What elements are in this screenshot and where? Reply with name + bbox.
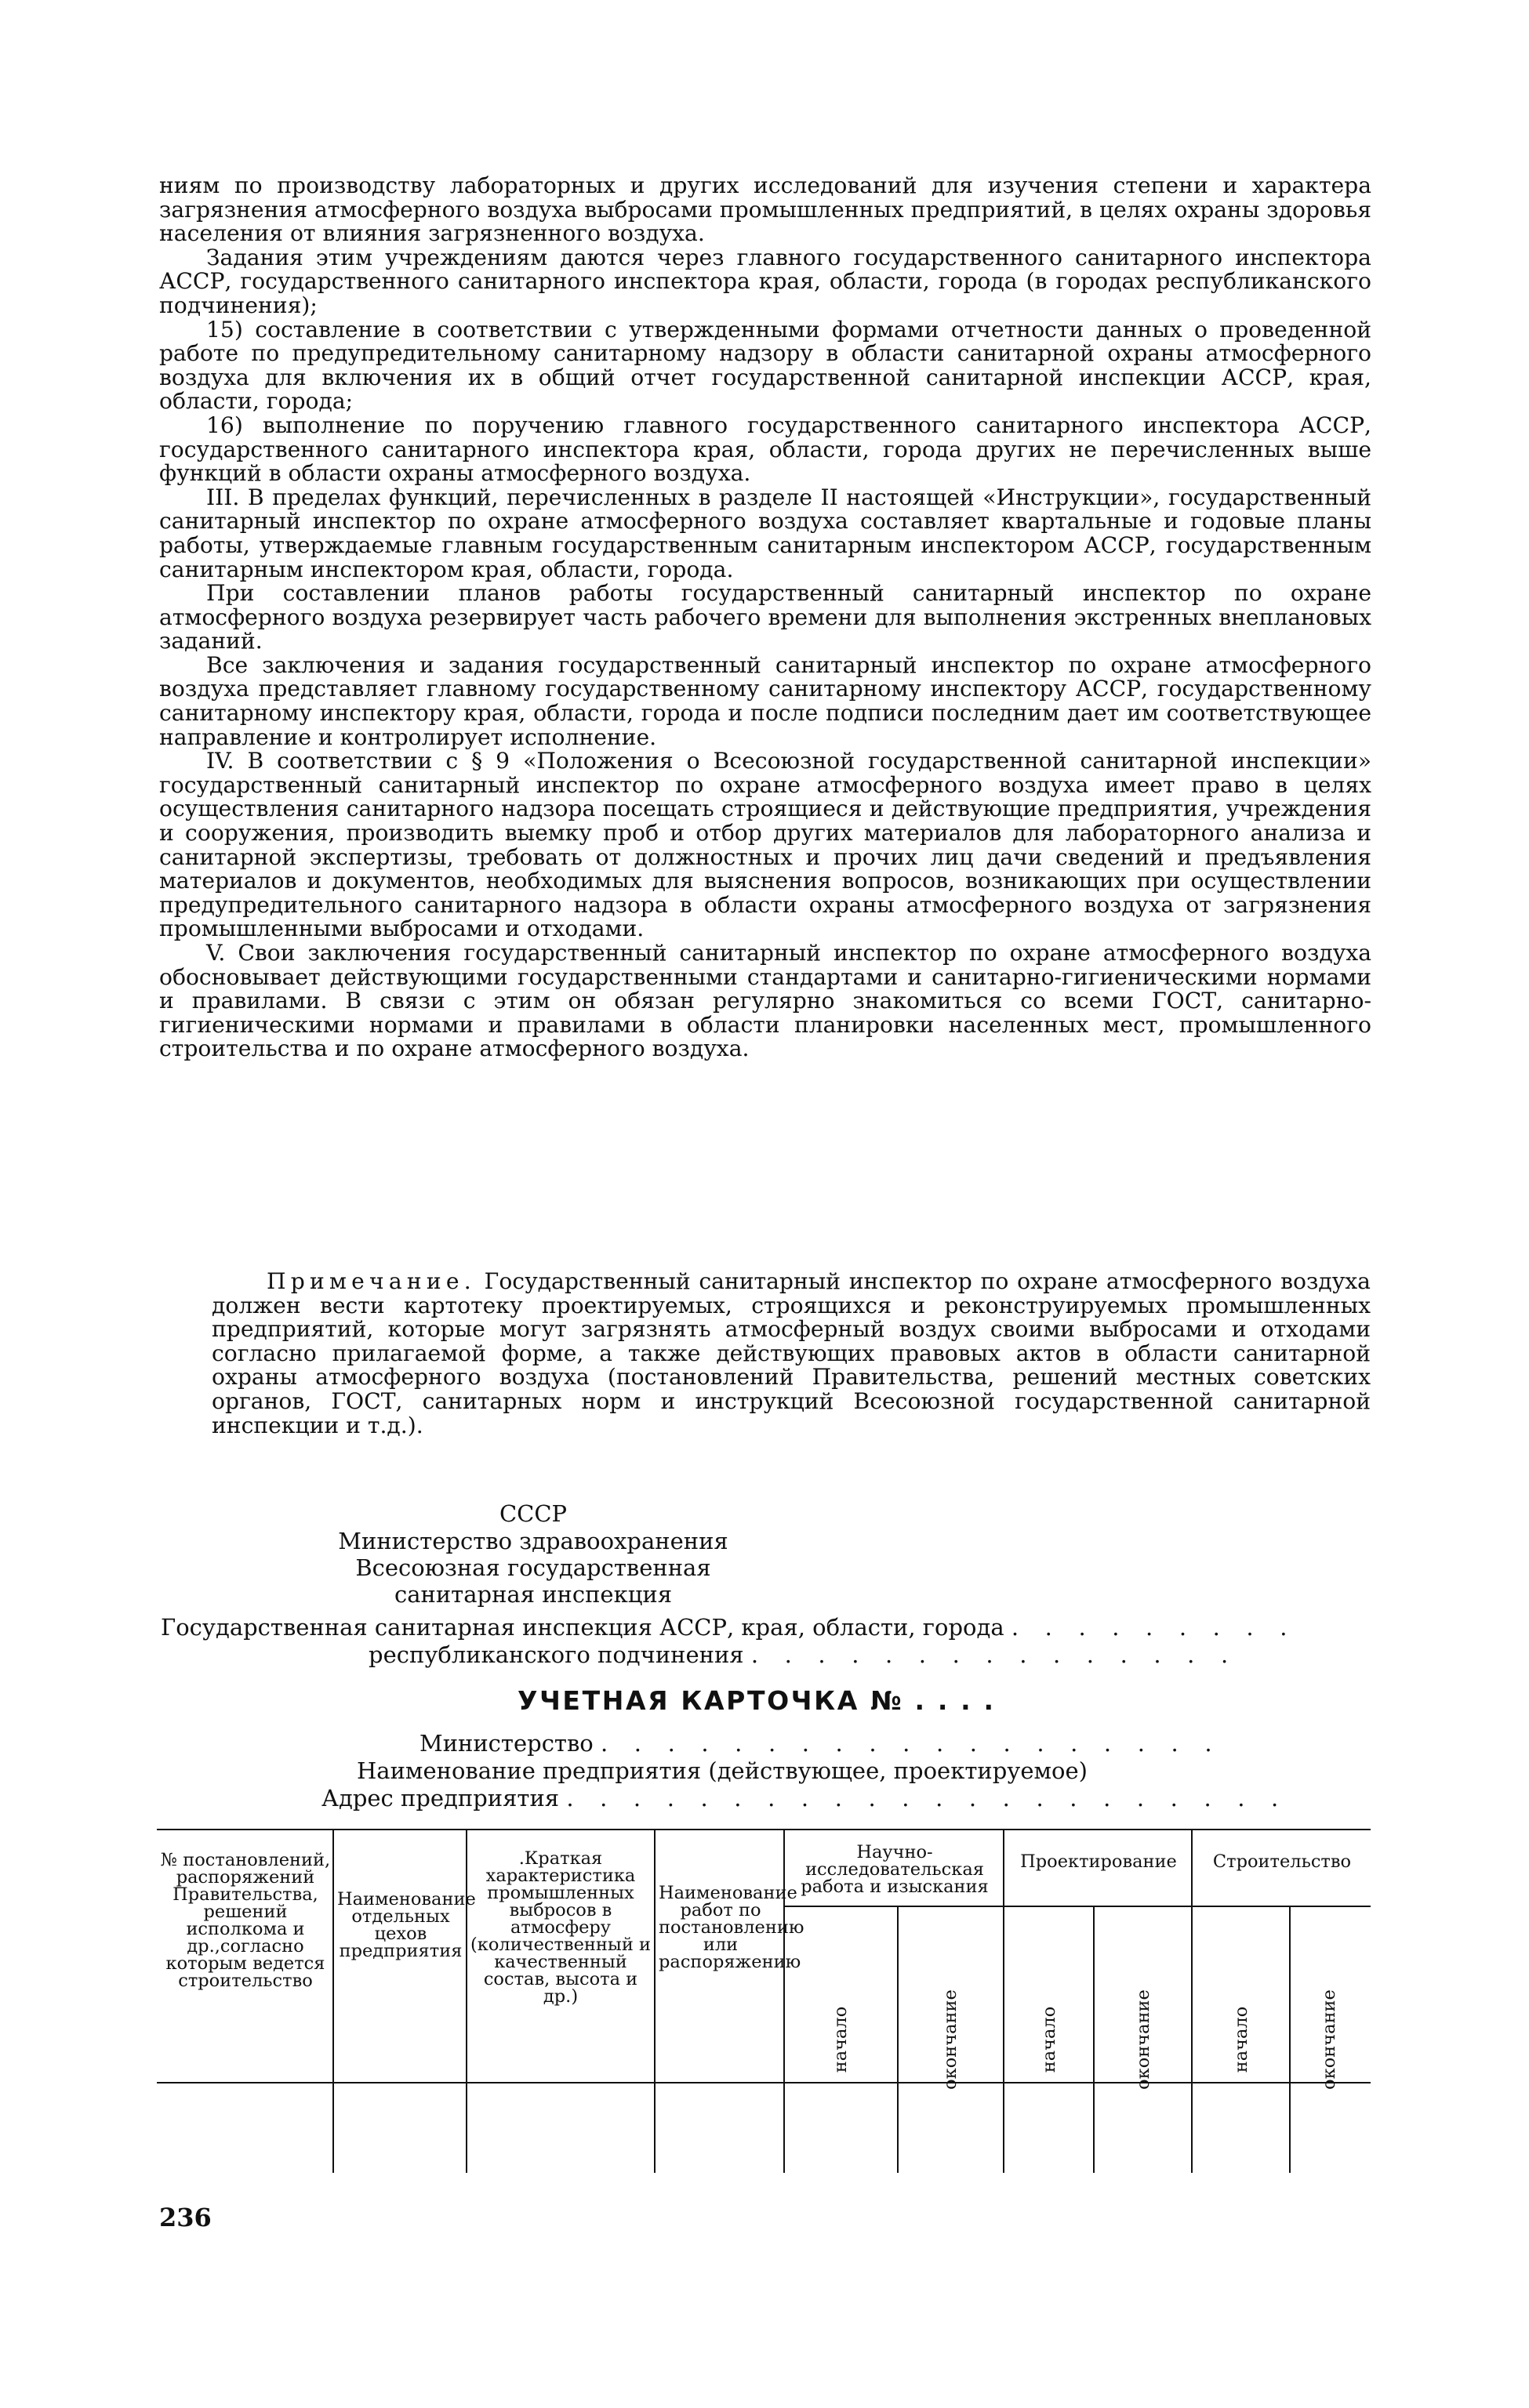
design-start-label: начало: [1039, 2006, 1059, 2073]
republic-dots: . . . . . . . . . . . . . . .: [750, 1641, 1238, 1668]
body-text: [159, 174, 1371, 1061]
group-construction-header: Строительство: [1212, 1851, 1352, 1872]
note-label: Примечание.: [267, 1268, 476, 1294]
paragraph: 15) составление в соответствии с утвержденными формами отчетности данных о проведенной работе по предупредительному санитарному надзору в области санитарной охраны атмосферного воздуха для включения их в общий отчет государственной санитарной инспекции АССР, края, области, города;: [159, 316, 1371, 415]
note-text: Государственный санитарный инспектор по охране атмосферного воздуха должен вести картотеку проектируемых, строящихся и реконструируемых промышленных предприятий, которые могут загрязнять атмосферный воздух своими выбросами и отходами согласно прилагаемой форме, а также действующих правовых актов в области санитарной охраны атмосферного воздуха (постановлений Правительства, решений местных советских органов, ГОСТ, санитарных норм и инструкций Всесоюзной государственной санитарной инспекции и т.д.).: [212, 1268, 1371, 1438]
table-grid: [157, 1828, 1371, 2173]
design-end-label: окончание: [1133, 1989, 1153, 2090]
form-country: СССР: [499, 1500, 568, 1527]
form-ministry: Министерство здравоохранения: [338, 1528, 728, 1554]
registration-table: [157, 1828, 1371, 2173]
state-inspection-label: Государственная санитарная инспекция АССР, края, области, города: [161, 1614, 1004, 1641]
paragraph: При составлении планов работы государственный санитарный инспектор по охране атмосферного воздуха резервирует часть рабочего времени для выполнения экстренных внеплановых заданий.: [159, 580, 1371, 655]
research-end-label: окончание: [940, 1989, 961, 2090]
col-decrees-header: № постановлений, распоряжений Правительства, решений исполкома и др.,согласно которым ведется строительство: [160, 1850, 331, 1991]
card-title-text: УЧЕТНАЯ КАРТОЧКА №: [518, 1685, 904, 1716]
ministry-field-label: Министерство: [419, 1730, 594, 1757]
form-sanitary-inspection: санитарная инспекция: [394, 1581, 672, 1608]
col-works-header: Наименование работ по постановлению или распоряжению: [659, 1883, 804, 1972]
state-inspection-dots: . . . . . . . . .: [1011, 1614, 1297, 1641]
col-workshops-header: Наименование отдельных цехов предприятия: [337, 1889, 476, 1961]
group-design-header: Проектирование: [1020, 1851, 1177, 1872]
paragraph: Все заключения и задания государственный санитарный инспектор по охране атмосферного воздуха представляет главному государственному санитарному инспектору АССР, государственному санитарному инспектору края, области, города и после подписи последним дает им соответствующее направление и контролирует исполнение.: [159, 651, 1371, 750]
research-start-label: начало: [830, 2006, 851, 2073]
ministry-field-dots: . . . . . . . . . . . . . . . . . . .: [600, 1730, 1222, 1757]
construction-start-label: начало: [1231, 2006, 1251, 2073]
republic-line: [369, 1642, 1237, 1667]
col-emissions-header: .Краткая характеристика промышленных выбросов в атмосферу (количественный и качественный состав, высота и др.): [470, 1848, 651, 2007]
construction-end-label: окончание: [1319, 1989, 1339, 2090]
card-title-dots: . . . .: [914, 1685, 996, 1716]
paragraph: III. В пределах функций, перечисленных в разделе II настоящей «Инструкции», государственный санитарный инспектор по охране атмосферного воздуха составляет квартальные и годовые планы работы, утверждаемые главным государственным санитарным инспектором АССР, государственным санитарным инспектором края, области, города.: [159, 484, 1371, 582]
group-research-header: Научно-исследовательская работа и изыскания: [801, 1842, 989, 1897]
page-number: 236: [159, 2203, 212, 2232]
enterprise-address-label: Адрес предприятия: [321, 1785, 560, 1811]
paragraph: 16) выполнение по поручению главного государственного санитарного инспектора АССР, государственного санитарного инспектора края, области, города других не перечисленных выше функций в области охраны атмосферного воздуха.: [159, 412, 1371, 487]
paragraph: IV. В соответствии с § 9 «Положения о Всесоюзной государственной санитарной инспекции» государственный санитарный инспектор по охране атмосферного воздуха имеет право в целях осуществления санитарного надзора посещать строящиеся и действующие предприятия, учреждения и сооружения, производить выемку проб и отбор других материалов для лабораторного анализа и санитарной экспертизы, требовать от должностных и прочих лиц дачи сведений и предъявления материалов и документов, необходимых для выяснения вопросов, возникающих при осуществлении предупредительного санитарного надзора в области охраны атмосферного воздуха от загрязнения промышленными выбросами и отходами.: [159, 748, 1371, 942]
republic-label: республиканского подчинения: [369, 1641, 744, 1668]
enterprise-address-dots: . . . . . . . . . . . . . . . . . . . . . .: [566, 1785, 1288, 1811]
note: [212, 1270, 1371, 1438]
form-union-inspection: Всесоюзная государственная: [355, 1554, 711, 1581]
ministry-field-line: [419, 1731, 1222, 1756]
enterprise-name-line: Наименование предприятия (действующее, проектируемое): [357, 1757, 1088, 1784]
paragraph: Задания этим учреждениям даются через главного государственного санитарного инспектора АССР, государственного санитарного инспектора края, области, города (в городах республиканского подчинения);: [159, 244, 1371, 318]
paragraph: V. Свои заключения государственный санитарный инспектор по охране атмосферного воздуха обосновывает действующими государственными стандартами и санитарно-гигиеническими нормами и правилами. В связи с этим он обязан регулярно знакомиться со всеми ГОСТ, санитарно-гигиеническими нормами и правилами в области планировки населенных мест, промышленного строительства и по охране атмосферного воздуха.: [159, 940, 1371, 1062]
enterprise-address-line: [321, 1786, 1287, 1811]
paragraph: ниям по производству лабораторных и других исследований для изучения степени и характера загрязнения атмосферного воздуха выбросами промышленных предприятий, в целях охраны здоровья населения от влияния загрязненного воздуха.: [159, 172, 1371, 247]
state-inspection-line: [161, 1615, 1297, 1640]
card-title: [518, 1685, 1066, 1716]
